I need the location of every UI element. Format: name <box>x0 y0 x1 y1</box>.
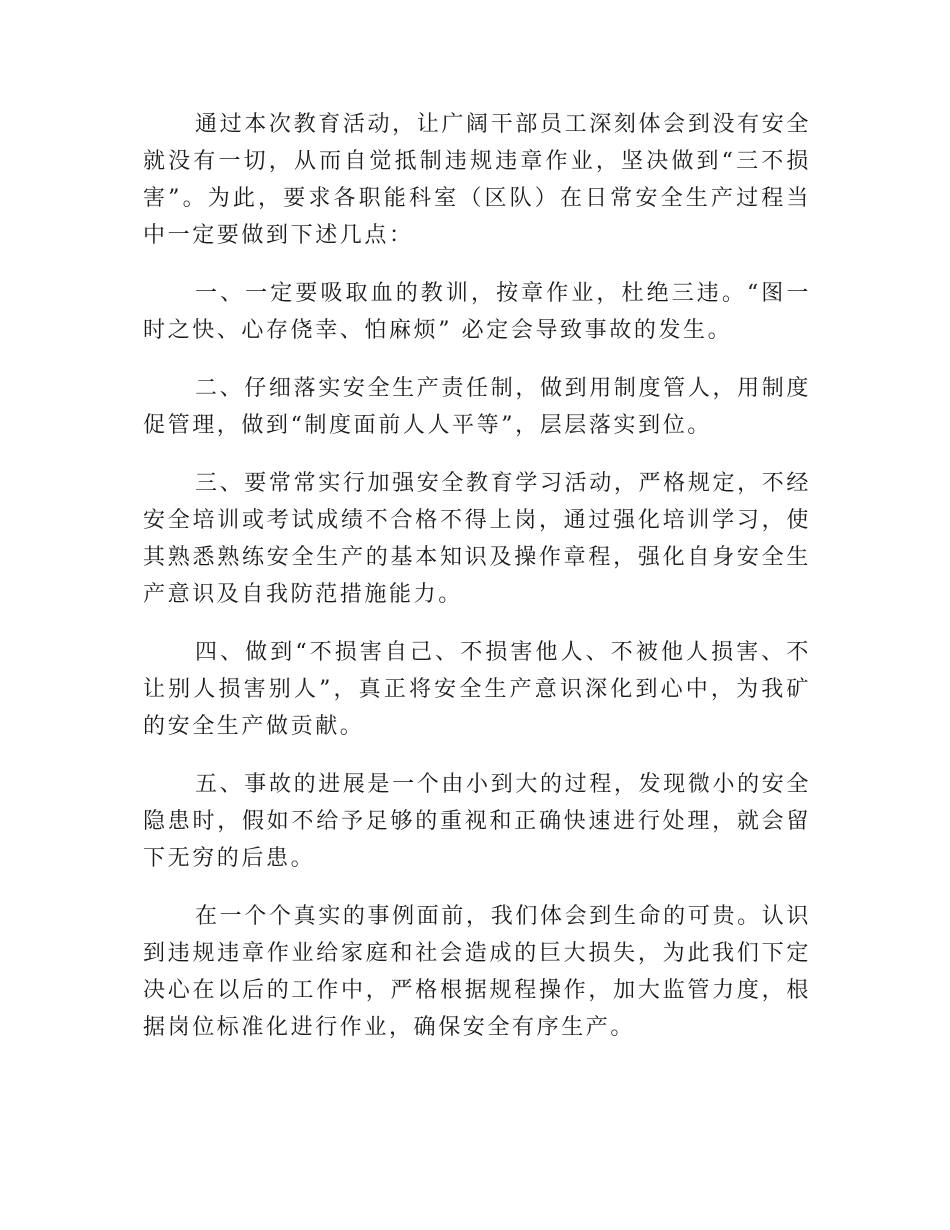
point-four-paragraph: 四、做到“不损害自己、不损害他人、不被他人损害、不让别人损害别人”，真正将安全生产意识深化到心中，为我矿的安全生产做贡献。 <box>143 640 811 739</box>
document-body <box>143 106 811 1067</box>
point-two-paragraph: 二、仔细落实安全生产责任制，做到用制度管人，用制度促管理，做到“制度面前人人平等”，层层落实到位。 <box>143 376 811 438</box>
point-one-paragraph: 一、一定要吸取血的教训，按章作业，杜绝三违。“图一时之快、心存侥幸、怕麻烦” 必定会导致事故的发生。 <box>143 281 811 343</box>
intro-paragraph: 通过本次教育活动，让广阔干部员工深刻体会到没有安全就没有一切，从而自觉抵制违规违章作业，坚决做到“三不损害”。为此，要求各职能科室（区队）在日常安全生产过程当中一定要做到下述几点： <box>143 112 811 248</box>
conclusion-paragraph: 在一个个真实的事例面前，我们体会到生命的可贵。认识到违规违章作业给家庭和社会造成的巨大损失，为此我们下定决心在以后的工作中，严格根据规程操作，加大监管力度，根据岗位标准化进行作业，确保安全有序生产。 <box>143 904 811 1040</box>
point-three-paragraph: 三、要常常实行加强安全教育学习活动，严格规定，不经安全培训或考试成绩不合格不得上岗，通过强化培训学习，使其熟悉熟练安全生产的基本知识及操作章程，强化自身安全生产意识及自我防范措施能力。 <box>143 471 811 607</box>
point-five-paragraph: 五、事故的进展是一个由小到大的过程，发现微小的安全隐患时，假如不给予足够的重视和正确快速进行处理，就会留下无穷的后患。 <box>143 772 811 871</box>
